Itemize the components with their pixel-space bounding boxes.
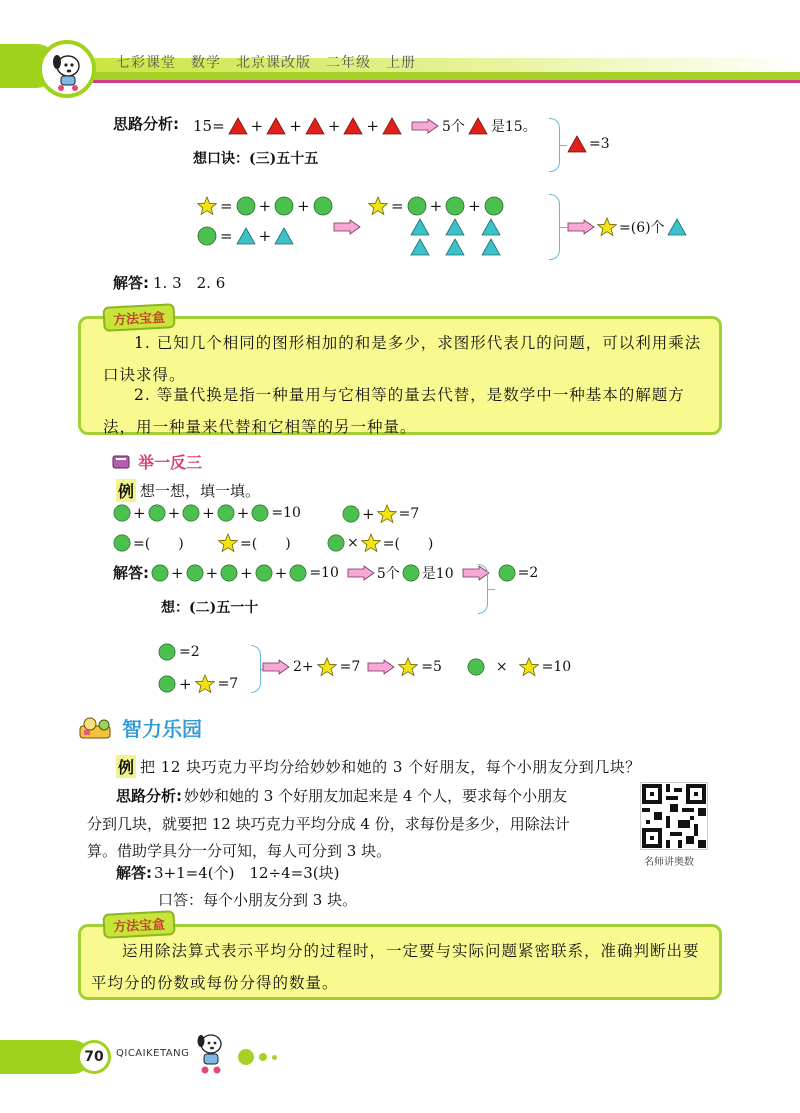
example-badge: 例 [116,479,136,502]
step-eq2: =2 [517,564,539,581]
star-icon [519,657,539,677]
triangle-icon [343,117,363,135]
plus-sign: + [240,563,253,582]
sum-value: =7 [217,676,239,692]
page-number: 70 [84,1049,104,1065]
circle-icon [113,504,131,522]
page-number-badge [77,1040,111,1074]
header-band [0,72,800,80]
circle-sum-row [113,504,301,522]
star-result [567,217,687,237]
star-icon [197,196,217,216]
blank-star [218,533,291,553]
circle-icon [289,564,307,582]
circle-icon [186,564,204,582]
answer-label: 解答: [113,564,149,582]
plus-sign: + [468,197,481,215]
triangle-icon [228,117,248,135]
answer-2-calc [116,862,340,883]
star-icon [361,533,381,553]
triangle-icon [382,117,402,135]
book-icon [112,454,132,470]
analysis-2-text1: 妙妙和她的 3 个好朋友加起来是 4 个人，要求每个小朋友 [184,787,568,805]
answer-label: 解答: [116,864,152,882]
zhili-heading [78,713,202,742]
times-sign: × [495,659,508,675]
circle-icon [407,196,427,216]
plus-sign: + [429,197,443,215]
teal-triangle-icon [481,238,501,256]
plus-sign: + [171,563,184,582]
method-tab-2: 方法宝盒 [102,910,175,939]
plus-sign: + [274,563,288,582]
circle-icon [445,196,465,216]
result-suffix: 是15。 [490,119,537,135]
practice-answer-row [113,562,538,583]
plus-sign: + [297,197,310,215]
circle-star-sum [342,504,419,524]
hint-text: 想口诀：(三)五十五 [193,151,319,167]
teal-triangle-icon [410,238,430,256]
circle-value: =2 [179,644,200,660]
analysis-label: 思路分析: [113,115,179,133]
result-suffix: =7 [339,659,361,675]
star-icon [368,196,388,216]
teal-triangle-icon [445,238,465,256]
plus-sign: + [205,563,219,582]
circle-icon [217,504,235,522]
eq-prefix: 15= [193,117,225,135]
circle-icon [498,564,516,582]
answer-value: 1. 3 2. 6 [153,274,226,292]
step-suffix: 是10 [421,565,454,582]
star-icon [195,674,215,694]
equals-sign: = [391,197,404,215]
result-count: 5个 [441,119,465,135]
footer-brand: QICAIKETANG [116,1048,190,1059]
practice-result-row [262,657,571,677]
star-substitution [368,196,504,216]
circle-icon [236,196,256,216]
footer-dot-icon [272,1055,277,1060]
sum-10: =10 [271,505,301,521]
circle-icon [113,534,131,552]
analysis-2-text2: 分到几块，就要把 12 块巧克力平均分成 4 份，求每份是多少，用除法计 [87,815,570,833]
analysis-label: 思路分析: [116,787,182,805]
circle-icon [402,564,420,582]
example-badge: 例 [116,755,136,778]
footer-mascot-icon [194,1030,228,1080]
plus-sign: + [289,117,302,135]
star-result-text: =(6)个 [619,220,665,236]
blank: =( ) [240,536,291,552]
plus-sign: + [236,504,250,522]
arrow-icon [411,118,439,134]
circle-icon [467,658,485,676]
circle-icon [255,564,273,582]
circle-icon [197,226,217,246]
triangle-icon [305,117,325,135]
brace-1 [549,118,560,172]
plus-sign: + [167,504,181,522]
product-value: =10 [541,659,572,675]
method-2-p: 运用除法算式表示平均分的过程时，一定要与实际问题紧密联系，准确判断出要平均分的份数或每份分得的数量。 [91,942,700,992]
analysis-2-line1 [116,785,567,806]
sum-7: =7 [398,506,420,522]
circle-icon [313,196,333,216]
blank-product [327,533,433,553]
star-icon [317,657,337,677]
mascot-icon [38,40,96,98]
circle-icon [274,196,294,216]
plus-sign: + [133,504,146,522]
footer-dot-icon [259,1053,267,1061]
example-2-question [116,755,641,778]
sum-10: =10 [309,564,339,581]
analysis-2-text3: 算。借助学具分一分可知，每人可分到 3 块。 [87,842,392,860]
arrow-icon [567,219,595,235]
step-count: 5个 [376,565,400,582]
star-icon [597,217,617,237]
arrow-icon [262,659,290,675]
triangle-sum-row [193,115,537,137]
header-title: 七彩课堂 数学 北京课改版 二年级 上册 [116,55,416,71]
arrow-icon [347,565,375,581]
footer-dot-icon [238,1049,254,1065]
triangle-value [567,135,610,153]
equals-sign: = [220,197,233,215]
star-icon [218,533,238,553]
qr-code-icon[interactable] [640,782,708,850]
circle-icon [151,564,169,582]
method-1-p1: 1. 已知几个相同的图形相加的和是多少，求图形代表几的问题，可以利用乘法口诀求得。 [103,334,702,384]
practice-title: 举一反三 [138,453,203,472]
circle-icon [342,505,360,523]
times-sign: × [347,535,359,551]
circle-icon [251,504,269,522]
star-icon [398,657,418,677]
answer-label: 解答: [113,274,149,292]
blank-circle [113,533,184,553]
circle-icon [182,504,200,522]
arrow-icon [367,659,395,675]
circle-row [197,226,294,246]
triangle-icon [567,135,587,153]
zhili-title: 智力乐园 [122,717,202,741]
circle-icon [327,534,345,552]
brace-4 [251,645,261,693]
method-1-p2: 2. 等量代换是指一种量用与它相等的量去代替，是数学中一种基本的解题方法，用一种量来代替和它相等的另一种量。 [103,386,685,436]
plus-sign: + [202,504,215,522]
puzzle-icon [78,716,116,740]
method-box-1 [78,316,722,435]
practice-example [116,479,260,502]
blank: =( ) [382,536,434,552]
practice-heading [112,450,202,473]
header-stripe [86,80,800,83]
circle-icon [148,504,166,522]
circle-icon [158,675,176,693]
star-icon [377,504,397,524]
equals-sign: = [220,227,233,245]
plus-sign: + [250,117,264,135]
method-tab-1: 方法宝盒 [102,303,175,332]
plus-sign: + [327,117,341,135]
plus-sign: + [362,505,375,523]
star-value: =5 [421,659,442,675]
teal-triangle-icon [410,218,430,236]
plus-sign: + [366,117,379,135]
plus-sign: + [258,197,272,215]
plus-sign: + [179,675,192,693]
teal-triangle-icon [274,227,294,245]
triangle-icon [468,117,488,135]
example-2-text: 把 12 块巧克力平均分给妙妙和她的 3 个好朋友，每个小朋友分到几块？ [140,758,641,776]
triangle-equals: =3 [589,136,610,152]
answer-reply: 口答：每个小朋友分到 3 块。 [158,891,358,909]
answer-calc: 3+1=4(个) 12÷4=3(块) [154,864,340,882]
arrow-icon [333,219,361,235]
teal-triangle-icon [481,218,501,236]
example-text: 想一想，填一填。 [140,482,261,500]
practice-hint: 想：(二)五一十 [161,600,259,616]
circle-star-7 [158,674,238,694]
brace-2 [549,194,560,260]
plus-sign: + [258,227,272,245]
circle-icon [158,643,176,661]
teal-triangle-icon [667,218,687,236]
teal-triangle-icon [445,218,465,236]
triangle-icon [266,117,286,135]
circle-icon [484,196,504,216]
star-row [197,196,333,216]
answer-1 [113,272,225,293]
brace-3 [478,564,488,614]
qr-caption: 名师讲奥数 [644,857,694,868]
teal-triangle-icon [236,227,256,245]
circle-eq-2 [158,643,200,661]
blank: =( ) [133,536,184,552]
method-box-2 [78,924,722,1000]
circle-icon [220,564,238,582]
result-prefix: 2+ [293,659,314,675]
